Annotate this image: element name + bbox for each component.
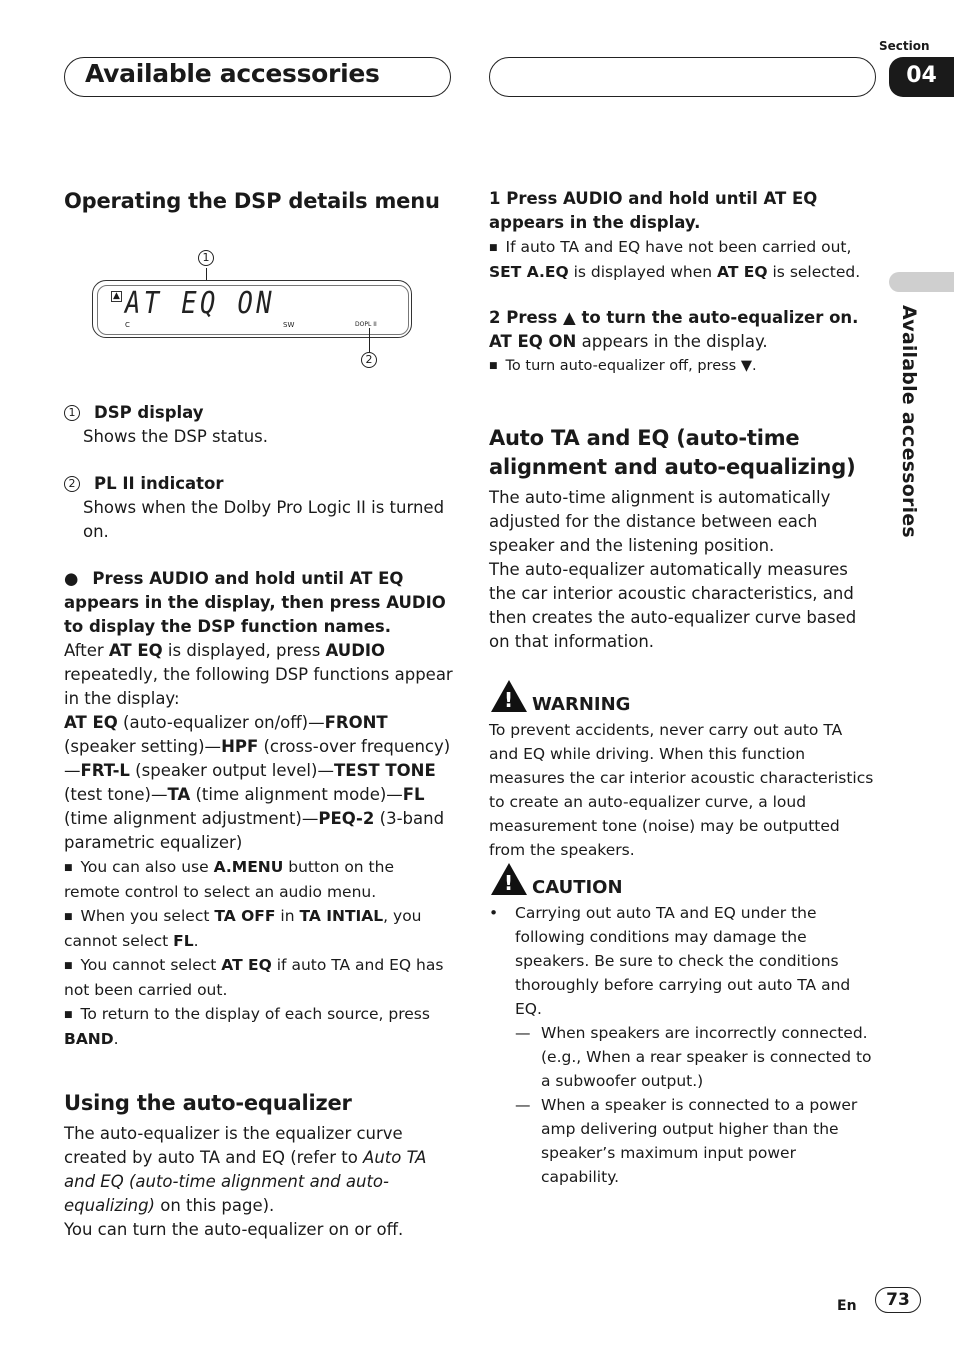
step-1: 1 Press AUDIO and hold until AT EQ appears in the display. xyxy=(489,189,818,232)
step-1-note: ■ If auto TA and EQ have not been carried out, SET A.EQ is displayed when AT EQ is selected. xyxy=(489,238,861,281)
side-tab-label: Available accessories xyxy=(898,305,920,538)
step-bullet: ● xyxy=(64,569,79,588)
lcd-small-c: C xyxy=(125,321,130,329)
dsp-function-list: AT EQ (auto-equalizer on/off)—FRONT (speaker setting)—HPF (cross-over frequency)—FRT-L (speaker output level)—TEST TONE (test tone)—TA (time alignment mode)—FL (time alignment adjustment)—PEQ-2 (3-band parametric equalizer) xyxy=(64,713,451,852)
auto-eq-p1: The auto-equalizer is the equalizer curve created by auto TA and EQ (refer to Auto TA and EQ (auto-time alignment and auto-equalizing) on this page). xyxy=(64,1124,427,1215)
caution-bullet: • Carrying out auto TA and EQ under the following conditions may damage the speakers. Be sure to check the conditions thoroughly before carrying out auto TA and EQ. xyxy=(489,904,851,1018)
right-steps xyxy=(489,187,873,378)
lcd-small-dopl: DOPL II xyxy=(355,321,377,328)
auto-eq-body xyxy=(64,1122,454,1242)
warning-block xyxy=(489,680,875,862)
callout-2: 2 xyxy=(361,352,377,368)
heading-dsp-menu: Operating the DSP details menu xyxy=(64,189,440,213)
caution-dash-1: — When speakers are incorrectly connected. (e.g., When a rear speaker is connected to a subwoofer output.) xyxy=(515,1024,872,1090)
auto-ta-eq-p1: The auto-time alignment is automatically adjusted for the distance between each speaker and the listening position. xyxy=(489,488,831,555)
heading-auto-eq: Using the auto-equalizer xyxy=(64,1091,352,1115)
step-2-note: ■ To turn auto-equalizer off, press ▼. xyxy=(489,358,757,374)
header-blank-box xyxy=(489,57,876,97)
lcd-a-icon: ▲ xyxy=(113,291,120,301)
auto-ta-eq-p2: The auto-equalizer automatically measures the car interior acoustic characteristics, and then creates the auto-equalizer curve based on that information. xyxy=(489,560,857,651)
warning-text: To prevent accidents, never carry out auto TA and EQ while driving. When this function measures the car interior acoustic characteristics to create an auto-equalizer curve, a loud measurement tone (noise) may be outputted from the speakers. xyxy=(489,721,874,859)
step-2-result: AT EQ ON appears in the display. xyxy=(489,332,768,351)
side-tab-marker xyxy=(889,272,954,292)
legend-title-2: PL II indicator xyxy=(94,474,224,493)
note-amenu: ■ You can also use A.MENU button on the remote control to select an audio menu. xyxy=(64,858,394,901)
section-number: 04 xyxy=(889,57,954,97)
note-ta-off: ■ When you select TA OFF in TA INTIAL, you cannot select FL. xyxy=(64,907,422,950)
caution-block xyxy=(489,863,875,1189)
auto-eq-p2: You can turn the auto-equalizer on or off. xyxy=(64,1220,404,1239)
after-text: After AT EQ is displayed, press AUDIO repeatedly, the following DSP functions appear in the display: xyxy=(64,641,453,708)
legend-item-2 xyxy=(64,472,454,544)
lcd-small-sw: SW xyxy=(283,321,295,329)
caution-label: CAUTION xyxy=(532,877,623,898)
legend-desc-2: Shows when the Dolby Pro Logic II is turned on. xyxy=(83,498,445,541)
step-text: Press AUDIO and hold until AT EQ appears in the display, then press AUDIO to display the DSP function names. xyxy=(64,569,446,636)
footer-lang: En xyxy=(837,1298,857,1314)
auto-ta-eq-body xyxy=(489,486,873,654)
dsp-display-figure xyxy=(92,248,412,374)
step-2: 2 Press ▲ to turn the auto-equalizer on. xyxy=(489,308,859,327)
dsp-step xyxy=(64,567,454,1051)
legend-desc-1: Shows the DSP status. xyxy=(83,427,269,446)
warning-label: WARNING xyxy=(532,694,631,715)
legend-title-1: DSP display xyxy=(94,403,204,422)
note-band: ■ To return to the display of each source, press BAND. xyxy=(64,1005,430,1048)
caution-icon: ! CAUTION xyxy=(489,863,875,897)
page-number: 73 xyxy=(875,1287,921,1313)
legend-item-1 xyxy=(64,401,454,449)
legend-num-2: 2 xyxy=(64,476,80,492)
warning-icon: ! WARNING xyxy=(489,680,875,714)
legend-num-1: 1 xyxy=(64,405,80,421)
page-title: Available accessories xyxy=(85,59,380,88)
callout-2-line xyxy=(369,328,370,352)
lcd-text: AT EQ ON xyxy=(125,286,276,321)
lcd-panel xyxy=(92,280,412,338)
caution-dash-2: — When a speaker is connected to a power amp delivering output higher than the speaker’s maximum input power capability. xyxy=(515,1096,858,1186)
section-label: Section xyxy=(879,39,930,53)
heading-auto-ta-eq: Auto TA and EQ (auto-time alignment and auto-equalizing) xyxy=(489,426,856,479)
note-at-eq: ■ You cannot select AT EQ if auto TA and EQ has not been carried out. xyxy=(64,956,444,999)
callout-1: 1 xyxy=(198,250,214,266)
